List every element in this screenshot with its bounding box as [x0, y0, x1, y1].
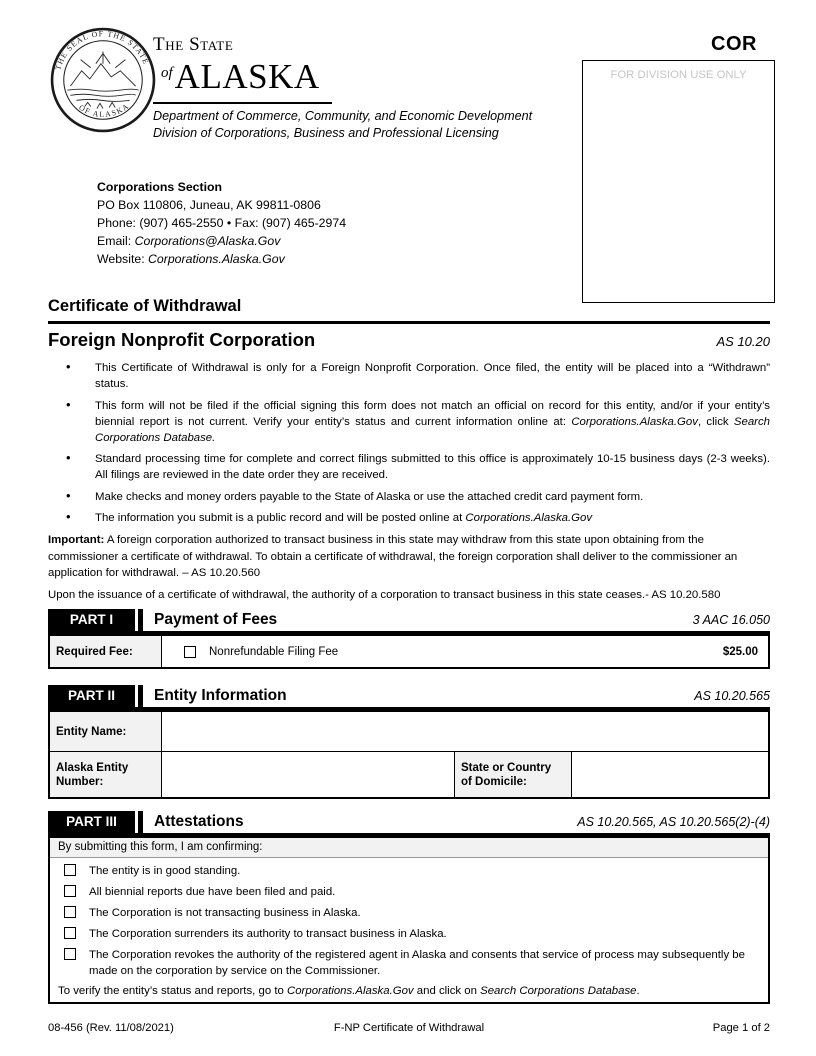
seal-ring-text-bottom: OF ALASKA [77, 101, 132, 119]
form-body [48, 296, 770, 1004]
alaska-state-seal-icon [50, 27, 156, 133]
part1-label: PART I [48, 609, 135, 631]
entity-info-table [48, 710, 770, 799]
entity-name-label: Entity Name: [50, 712, 162, 751]
issuance-note: Upon the issuance of a certificate of withdrawal, the authority of a corporation to transact business in this state ceases.- AS 10.20.580 [48, 588, 721, 601]
part2-header [48, 685, 770, 710]
bullet-item: • The information you submit is a public record and will be posted online at Corporations.Alaska.Gov [66, 510, 770, 526]
dept-line-1: Department of Commerce, Community, and Economic Development [153, 109, 533, 123]
svg-text:OF ALASKA [77, 101, 131, 119]
form-code: COR [711, 33, 757, 55]
attestation-checkbox[interactable] [64, 885, 76, 897]
attestation-text: All biennial reports due have been filed and paid. [89, 886, 336, 898]
attestation-row [50, 905, 768, 921]
part3-header [48, 811, 770, 836]
attestation-row [50, 926, 768, 942]
attestation-row [50, 947, 768, 979]
division-use-label: FOR DIVISION USE ONLY [610, 69, 747, 81]
part1-label-bar [138, 609, 143, 631]
domicile-label: State or Country of Domicile: [454, 752, 572, 797]
subtitle-row [48, 324, 770, 353]
fee-amount: $25.00 [722, 645, 758, 658]
page-footer [48, 1022, 770, 1034]
part2-label-bar [138, 685, 143, 707]
part3-label-bar [138, 811, 143, 833]
part2-citation: AS 10.20.565 [694, 689, 770, 703]
table-row [50, 751, 768, 797]
part1-header [48, 609, 770, 634]
domicile-field[interactable] [572, 752, 768, 797]
logo-alaska-wrap [153, 56, 332, 104]
contact-email: Email: Corporations@Alaska.Gov [97, 234, 281, 248]
entity-name-field[interactable] [162, 712, 768, 751]
bullet-item: • This form will not be filed if the official signing this form does not match an official on record for this entity, and/or if your entity’s biennial report is not current. Verify your entity’s status and current information online at: Corporations.Alaska.Gov, click Search Corporations Database. [66, 398, 770, 446]
fee-table [48, 634, 770, 669]
bullet-item: • Standard processing time for complete and correct filings submitted to this office is approximately 10-15 business days (2-3 weeks). All filings are reviewed in the date order they are received. [66, 451, 770, 483]
attestations-box [48, 836, 770, 1004]
part1-citation: 3 AAC 16.050 [692, 613, 770, 627]
filing-fee-checkbox[interactable] [184, 646, 196, 658]
attestation-text: The entity is in good standing. [89, 865, 241, 877]
part1-title: Payment of Fees [154, 611, 278, 628]
part3-label: PART III [48, 811, 135, 833]
attestation-checkbox[interactable] [64, 948, 76, 960]
part3-title: Attestations [154, 813, 244, 830]
part3-citation: AS 10.20.565, AS 10.20.565(2)-(4) [577, 815, 770, 829]
state-logo [153, 34, 532, 142]
bullet-item: • Make checks and money orders payable to the State of Alaska or use the attached credit card payment form. [66, 489, 770, 505]
attestation-row [50, 863, 768, 879]
division-use-box [582, 60, 775, 303]
logo-of: of [161, 65, 173, 81]
attestation-text: The Corporation is not transacting business in Alaska. [89, 907, 361, 919]
logo-the-state: The State [153, 34, 234, 55]
attestation-checkbox[interactable] [64, 906, 76, 918]
subtitle-citation: AS 10.20 [716, 334, 770, 349]
entity-number-label: Alaska Entity Number: [50, 752, 162, 797]
verify-note: To verify the entity’s status and reports, go to Corporations.Alaska.Gov and click on Search Corporations Database. [58, 985, 640, 997]
attestation-text: The Corporation revokes the authority of the registered agent in Alaska and consents that service of process may subsequently be made on the corporation by service on the Commissioner. [89, 949, 745, 977]
required-fee-label: Required Fee: [50, 636, 162, 667]
attestation-row [50, 884, 768, 900]
filing-fee-label: Nonrefundable Filing Fee [209, 645, 339, 658]
attestation-text: The Corporation surrenders its authority to transact business in Alaska. [89, 928, 447, 940]
table-row [50, 712, 768, 751]
logo-alaska: ALASKA [174, 57, 320, 96]
contact-phone-fax: Phone: (907) 465-2550 • Fax: (907) 465-2974 [97, 216, 347, 230]
contact-title: Corporations Section [97, 180, 223, 194]
form-subtitle: Foreign Nonprofit Corporation [48, 329, 316, 350]
part2-title: Entity Information [154, 687, 287, 704]
confirm-header: By submitting this form, I am confirming: [50, 838, 768, 858]
important-note: Important: A foreign corporation authorized to transact business in this state may withdraw from this state upon obtaining from the commissioner a certificate of withdrawal. To obtain a certificate of withdrawal, the foreign corporation shall deliver to the commissioner an application for withdrawal. – AS 10.20.560 [48, 534, 738, 579]
attestation-checkbox[interactable] [64, 927, 76, 939]
attestation-checkbox[interactable] [64, 864, 76, 876]
footer-page-number: Page 1 of 2 [712, 1022, 771, 1034]
dept-line-2: Division of Corporations, Business and Professional Licensing [153, 126, 499, 140]
form-title: Certificate of Withdrawal [48, 297, 242, 315]
contact-website: Website: Corporations.Alaska.Gov [97, 252, 285, 266]
part2-label: PART II [48, 685, 135, 707]
footer-form-number: 08-456 (Rev. 11/08/2021) [48, 1022, 174, 1034]
seal-ring-text-top: THE SEAL OF THE STATE [53, 29, 151, 72]
entity-number-field[interactable] [162, 752, 454, 797]
form-header [0, 0, 816, 296]
contact-block [97, 178, 346, 268]
footer-form-name: F-NP Certificate of Withdrawal [333, 1022, 485, 1034]
instruction-bullets [48, 360, 770, 526]
contact-address: PO Box 110806, Juneau, AK 99811-0806 [97, 198, 321, 212]
bullet-item: • This Certificate of Withdrawal is only for a Foreign Nonprofit Corporation. Once filed, the entity will be placed into a “Withdrawn” status. [66, 360, 770, 392]
